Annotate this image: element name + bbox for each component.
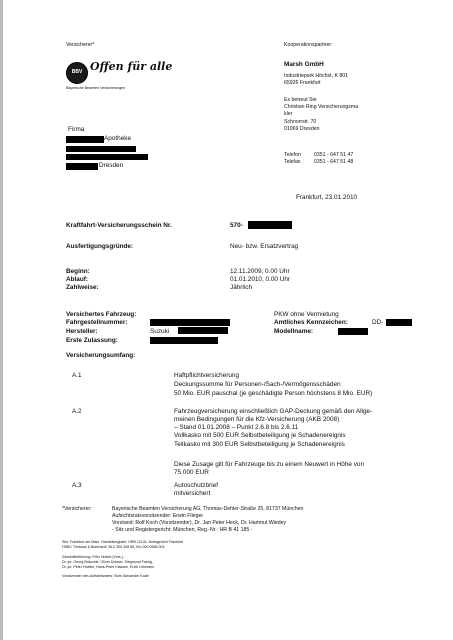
footer-line-4: - Sitz und Registergericht: München, Reg.-Nr.: HR B 41 185 - bbox=[112, 527, 253, 533]
phone-label: Telefon bbox=[284, 152, 301, 158]
ausfertigung-label: Ausfertigungsgründe: bbox=[66, 243, 134, 250]
vehicle-type: PKW ohne Vermietung bbox=[274, 311, 339, 318]
fax-value: 0351 - 647 51 48 bbox=[314, 159, 354, 165]
fahrgestell-label: Fahrgestellnummer: bbox=[66, 319, 128, 326]
redaction bbox=[66, 146, 136, 152]
a2-number: A.2 bbox=[72, 408, 82, 415]
a3-line-1: Autoschutzbrief bbox=[174, 482, 219, 489]
ausfertigung-value: Neu- bzw. Ersatzvertrag bbox=[230, 243, 299, 250]
footer-line-3: Vorstand: Rolf Koch (Vorsitzender), Dr. Jan Peter Heck, Dr. Hartmut Wiedey bbox=[112, 520, 287, 526]
hersteller-label: Hersteller: bbox=[66, 328, 98, 335]
zulassung-label: Erste Zulassung: bbox=[66, 337, 118, 344]
a1-number: A.1 bbox=[72, 372, 82, 379]
redaction bbox=[150, 319, 230, 326]
partner-label: Kooperationspartner: bbox=[284, 42, 333, 48]
redaction bbox=[66, 136, 104, 143]
a1-line-2: Deckungssumme für Personen-/Sach-/Vermögensschäden bbox=[174, 381, 341, 388]
partner-name: Marsh GmbH bbox=[284, 61, 324, 68]
fine-line-5: Dr. jur. Peter Hoeller, Hans-Peter Klassen, Erich Lehmann bbox=[62, 565, 155, 569]
a1-line-3: 50 Mio. EUR pauschal (je geschädigte Person höchstens 8 Mio. EUR) bbox=[174, 390, 373, 397]
contact-line-4: Schnorrstr. 70 bbox=[284, 119, 317, 125]
zahlweise-label: Zahlweise: bbox=[66, 284, 99, 291]
contact-line-2: Christian Ring Versicherungsma bbox=[284, 104, 359, 110]
a2-zusage-1: Diese Zusage gilt für Fahrzeuge bis zu einem Neuwert in Höhe von bbox=[174, 461, 365, 468]
contact-line-3: kler bbox=[284, 111, 293, 117]
beginn-value: 12.11.2009, 0.00 Uhr bbox=[230, 268, 290, 275]
logo-subtitle: Bayerische Beamten Versicherungen bbox=[66, 86, 126, 90]
fine-line-6: Vorsitzender des Aufsichtsrates: Sven Alexander Kade bbox=[62, 574, 149, 578]
bbv-logo-icon: BBV bbox=[66, 62, 88, 84]
fine-line-3: Geschäftsführung: Felix Hufeld (Vors.), bbox=[62, 555, 124, 559]
zahlweise-value: Jährlich bbox=[230, 284, 253, 291]
footer-line-2: Aufsichtsratsvorsitzender: Erwin Flieger bbox=[112, 513, 204, 519]
a2-line-1: Fahrzeugversicherung einschließlich GAP-Deckung gemäß den Allge- bbox=[174, 408, 373, 415]
redaction bbox=[248, 221, 292, 229]
partner-line-2: 65926 Frankfurt bbox=[284, 80, 321, 86]
fine-line-2: HSBC Trinkaus & Burkhardt, BLZ 300 308 80, Kto 000 0586 004 bbox=[62, 545, 165, 549]
fine-line-1: Sitz: Frankfurt am Main, Handelsregister: HRB 12141, Amtsgericht Frankfurt bbox=[62, 540, 184, 544]
modell-label: Modellname: bbox=[274, 328, 314, 335]
redaction bbox=[66, 163, 98, 170]
footer-line-1: Bayerische Beamten Versicherung AG, Thomas-Dehler-Straße 25, 81737 München bbox=[112, 506, 304, 512]
address-firma: Firma bbox=[68, 126, 85, 133]
footer-versicherer-label: *Versicherer: bbox=[62, 506, 92, 512]
beginn-label: Beginn: bbox=[66, 268, 90, 275]
insurer-label: Versicherer* bbox=[66, 42, 95, 48]
redaction bbox=[150, 337, 218, 344]
fax-label: Telefax bbox=[284, 159, 301, 165]
fahrzeug-label: Versichertes Fahrzeug: bbox=[66, 311, 137, 318]
partner-line-1: Industriepark Höchst, K 801 bbox=[284, 73, 349, 79]
document-title: Kraftfahrt-Versicherungsschein Nr. bbox=[66, 222, 172, 229]
policy-number: 570- bbox=[230, 222, 243, 229]
umfang-label: Versicherungsumfang: bbox=[66, 352, 136, 359]
redaction bbox=[178, 327, 228, 334]
document-date: Frankfurt, 23.01.2010 bbox=[296, 194, 358, 201]
fine-line-4: Dr. jur. Georg Bräuchle, Oliver Dobner, Siegmund Fahrig, bbox=[62, 560, 153, 564]
a2-line-3: – Stand 01.01.2008 – Punkt 2.6.8 bis 2.6.11 bbox=[174, 424, 299, 431]
contact-line-5: 01069 Dresden bbox=[284, 126, 320, 132]
a1-line-1: Haftpflichtversicherung bbox=[174, 372, 240, 379]
kennzeichen-label: Amtliches Kennzeichen: bbox=[274, 319, 348, 326]
a2-line-5: Teilkasko mit 300 EUR Selbstbeteiligung je Schadenereignis bbox=[174, 441, 345, 448]
logo-slogan: Offen für alle bbox=[90, 60, 173, 73]
a2-line-4: Vollkasko mit 500 EUR Selbstbeteiligung je Schadenereignis bbox=[174, 432, 346, 439]
a2-zusage-2: 75.000 EUR bbox=[174, 469, 209, 476]
redaction bbox=[338, 328, 368, 335]
hersteller-value: Suzuki bbox=[150, 328, 170, 335]
ablauf-value: 01.01.2010, 0.00 Uhr bbox=[230, 276, 291, 283]
a3-number: A.3 bbox=[72, 482, 82, 489]
ablauf-label: Ablauf: bbox=[66, 276, 89, 283]
a2-line-2: meinen Bedingungen für die Kfz-Versicherung (AKB 2008) bbox=[174, 416, 340, 423]
address-apotheke: Apotheke bbox=[104, 135, 132, 142]
redaction bbox=[386, 319, 412, 326]
a3-line-2: mitversichert bbox=[174, 490, 211, 497]
scan-edge bbox=[0, 0, 3, 640]
phone-value: 0351 - 647 51 47 bbox=[314, 152, 354, 158]
redaction bbox=[66, 154, 148, 160]
contact-line-1: Es betreut Sie bbox=[284, 97, 317, 103]
kennzeichen-value: DD- bbox=[372, 319, 384, 326]
address-city: Dresden bbox=[99, 162, 124, 169]
